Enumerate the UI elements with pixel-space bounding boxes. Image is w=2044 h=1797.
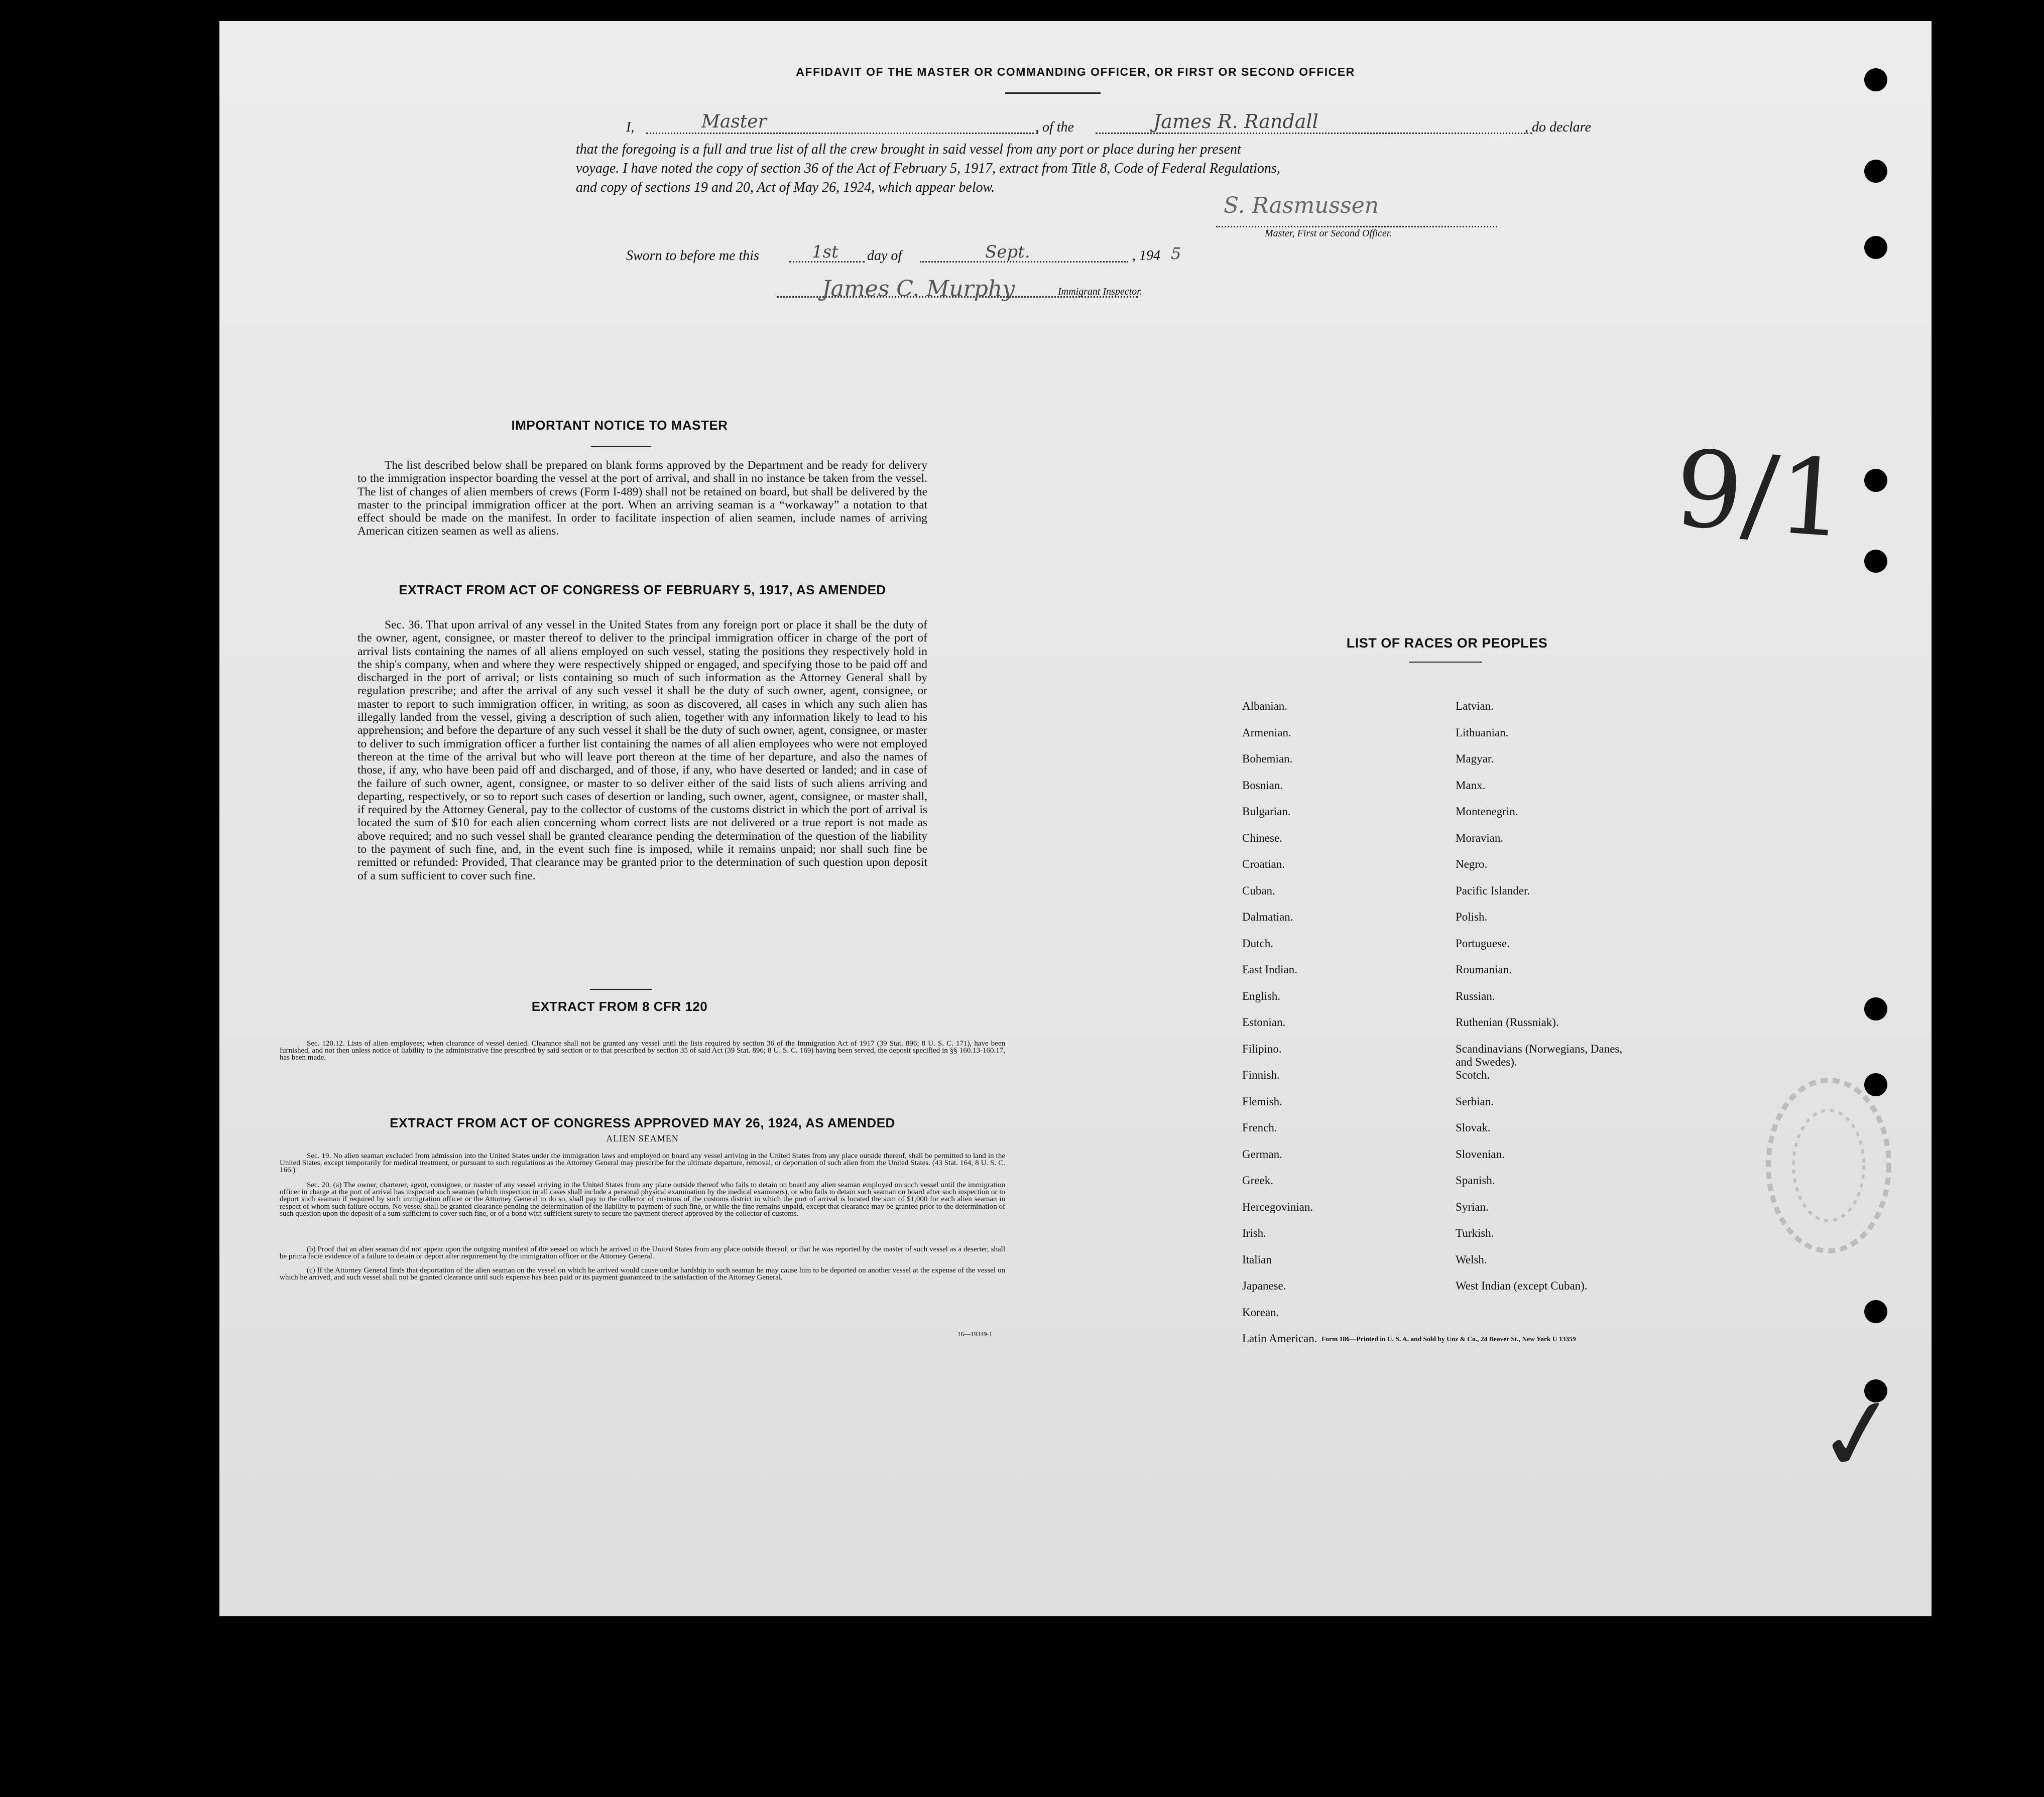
race-item: Polish. [1456, 911, 1488, 923]
page-number-mark: 9/1 [1671, 427, 1850, 562]
race-item: Bohemian. [1242, 752, 1293, 765]
race-item: Welsh. [1456, 1253, 1487, 1266]
sworn-month: Sept. [985, 242, 1030, 262]
cfr-rule [590, 989, 652, 990]
race-item: Turkish. [1456, 1227, 1494, 1239]
punch-hole [1864, 550, 1887, 573]
race-item: Italian [1242, 1253, 1272, 1266]
punch-hole [1864, 997, 1887, 1020]
race-item: Portuguese. [1456, 937, 1510, 950]
punch-hole [1864, 469, 1887, 492]
extract-cfr-body: Sec. 120.12. Lists of alien employees; when clearance of vessel denied. Clearance shall not be granted any vessel until the lists required by section 36 of the Immigration Act of 1917 (39 Stat. 896; 8 U. S. C. 171), have been furnished, and not then unless notice of liability to the administrative fine prescribed by said section or to that prescribed by section 35 of said Act (39 Stat. 896; 8 U. S. C. 169) having been served, the deposit specified in §§ 160.13-160.17, has been made. [280, 1040, 1005, 1062]
affidavit-line-4: and copy of sections 19 and 20, Act of May 26, 1924, which appear below. [576, 180, 995, 195]
race-item: Bulgarian. [1242, 805, 1291, 818]
race-item: Dutch. [1242, 937, 1273, 950]
race-item: Greek. [1242, 1174, 1273, 1187]
vessel-handwritten: James R. Randall [1153, 110, 1318, 133]
extract-1917-title: EXTRACT FROM ACT OF CONGRESS OF FEBRUARY 5, 1917, AS AMENDED [399, 582, 886, 597]
race-item: German. [1242, 1147, 1282, 1161]
inspector-label: Immigrant Inspector. [1058, 286, 1142, 297]
race-item: Japanese. [1242, 1279, 1286, 1292]
punch-hole [1864, 1300, 1887, 1323]
notice-title: IMPORTANT NOTICE TO MASTER [511, 418, 728, 433]
race-item: Russian. [1456, 989, 1495, 1002]
title-rule [1005, 92, 1101, 94]
race-item: Syrian. [1456, 1200, 1489, 1213]
race-item: Estonian. [1242, 1016, 1286, 1029]
race-item: Slovenian. [1456, 1147, 1505, 1161]
year-suffix: 5 [1171, 244, 1181, 263]
race-item: English. [1242, 989, 1281, 1002]
race-item: Dalmatian. [1242, 911, 1293, 923]
sworn-day: 1st [812, 242, 838, 262]
affidavit-do-declare: , do declare [1525, 119, 1591, 135]
signature-label: Master, First or Second Officer. [1265, 228, 1392, 239]
sec-20b: (b) Proof that an alien seaman did not appear upon the outgoing manifest of the vessel on which he arrived in the United States from any place outside thereof, or that he was reported by the master of such vessel as a deserter, shall be prima facie evidence of a failure to detain or deport after requirement by the immigration officer or the Attorney General. [280, 1245, 1005, 1261]
sec-20a: Sec. 20. (a) The owner, charterer, agent, consignee, or master of any vessel arriving in the United States from any place outside thereof who fails to detain on board any alien seaman employed on such vessel until the immigration officer in charge at the port of arrival has inspected such seaman (which inspection in all cases shall include a personal physical examination by the medical examiners), or who fails to detain such seaman on board after such inspection or to deport such seaman if required by such immigration officer or the Attorney General to do so, shall pay to the collector of customs of the customs district in which the port of arrival is located the sum of $1,000 for each alien seaman in respect of whom such failure occurs. No vessel shall be granted clearance pending the determination of the liability to payment of such fine, or while the fine remains unpaid, except that clearance may be granted prior to the determination of such question upon the deposit of a sum sufficient to cover such fine, or of a bond with sufficient surety to secure the payment thereof approved by the collector of customs. [280, 1181, 1005, 1218]
race-item: Irish. [1242, 1227, 1266, 1239]
race-item: Roumanian. [1456, 963, 1512, 976]
notice-rule [591, 446, 651, 447]
race-item: Ruthenian (Russniak). [1456, 1016, 1559, 1029]
race-item: Scandinavians (Norwegians, Danes, and Swedes). [1456, 1042, 1623, 1068]
race-item: Manx. [1456, 779, 1486, 792]
affidavit-of-the: , of the [1035, 119, 1074, 135]
inspector-signature: James C. Murphy [822, 276, 1015, 302]
form-code: 16—19349-1 [957, 1330, 993, 1338]
officer-handwritten: Master [701, 111, 767, 132]
race-item: Slovak. [1456, 1121, 1491, 1134]
sworn-day-of: day of [867, 248, 902, 264]
race-item: Chinese. [1242, 831, 1282, 844]
notice-body: The list described below shall be prepared on blank forms approved by the Department and be ready for delivery to the immigration inspector boarding the vessel at the port of arrival, and shall in no instance be taken from the vessel. The list of changes of alien members of crews (Form I-489) shall not be retained on board, but shall be delivered by the master to the principal immigration officer at the port. When an arriving seaman is a “workaway” a notation to that effect should be made on the manifest. In order to facilitate inspection of alien seamen, include names of arriving American citizen seamen as well as aliens. [357, 459, 927, 538]
race-item: Lithuanian. [1456, 726, 1509, 739]
master-signature: S. Rasmussen [1224, 193, 1379, 218]
race-item: Spanish. [1456, 1174, 1495, 1187]
race-item: East Indian. [1242, 963, 1297, 976]
sworn-prefix: Sworn to before me this [626, 248, 759, 264]
faint-stamp [1756, 1070, 1901, 1261]
race-item: Montenegrin. [1456, 805, 1518, 818]
race-item: Scotch. [1456, 1069, 1490, 1081]
sec-19: Sec. 19. No alien seaman excluded from admission into the United States under the immigration laws and employed on board any vessel arriving in the United States from any place outside thereof, shall be permitted to land in the United States, except temporarily for medical treatment, or pursuant to such regulations as the Attorney General may prescribe for the ultimate departure, removal, or deportation of such alien from the United States. (43 Stat. 164, 8 U. S. C. 166.) [280, 1152, 1005, 1175]
race-item: Latin American. [1242, 1332, 1317, 1345]
affidavit-pronoun: I, [626, 119, 635, 135]
manifest-page [219, 21, 1932, 1616]
races-title: LIST OF RACES OR PEOPLES [1346, 635, 1548, 651]
affidavit-line-3: voyage. I have noted the copy of section 36 of the Act of February 5, 1917, extract from Title 8, Code of Federal Regulations, [576, 161, 1280, 176]
officer-blank [646, 133, 1038, 134]
vessel-blank [1096, 133, 1532, 134]
affidavit-title: AFFIDAVIT OF THE MASTER OR COMMANDING OFFICER, OR FIRST OR SECOND OFFICER [796, 65, 1355, 78]
extract-1917-body: Sec. 36. That upon arrival of any vessel in the United States from any foreign port or place it shall be the duty of the owner, agent, consignee, or master thereof to deliver to the principal immigration officer in charge of the port of arrival lists containing the names of all aliens employed on such vessel, stating the positions they respectively hold in the ship's company, when and where they were respectively shipped or engaged, and specifying those to be paid off and discharged in the port of arrival; or lists containing so much of such information as the Attorney General shall by regulation prescribe; and after the arrival of any such vessel it shall be the duty of such owner, agent, consignee, or master to report to such immigration officer, in writing, as soon as discovered, all cases in which any such alien has illegally landed from the vessel, giving a description of such alien, together with any information likely to lead to his apprehension; and before the departure of any such vessel it shall be the duty of such owner, agent, consignee, or master to deliver to such immigration officer a further list containing the names of all alien employees who were not employed thereon at the time of the arrival but who will leave port thereon at the time of her departure, and also the names of those, if any, who have been paid off and discharged, and of those, if any, who have deserted or landed; and in case of the failure of such owner, agent, consignee, or master to so deliver either of the said lists of such aliens arriving and departing, respectively, or so to report such cases of desertion or landing, such owner, agent, consignee, or master shall, if required by the Attorney General, pay to the collector of customs of the customs district in which the port of arrival is located the sum of $10 for each alien concerning whom correct lists are not delivered or a true report is not made as above required; and no such vessel shall be granted clearance pending the determination of the question of the liability to the payment of such fine, and, in the event such fine is imposed, while it remains unpaid; nor shall such fine be remitted or refunded: Provided, That clearance may be granted prior to the determination of such question upon deposit of a sum sufficient to cover such fine. [357, 618, 927, 882]
form-printer-note: Form 186—Printed in U. S. A. and Sold by Unz & Co., 24 Beaver St., New York U 13359 [1321, 1335, 1576, 1343]
race-item: Flemish. [1242, 1095, 1282, 1108]
race-item: Bosnian. [1242, 779, 1283, 792]
race-item: Filipino. [1242, 1042, 1282, 1055]
race-item: Pacific Islander. [1456, 884, 1530, 897]
race-item: Armenian. [1242, 726, 1291, 739]
check-mark: ✓ [1808, 1371, 1908, 1499]
race-item: West Indian (except Cuban). [1456, 1279, 1588, 1292]
race-item: Croatian. [1242, 858, 1285, 870]
race-item: Albanian. [1242, 700, 1288, 712]
affidavit-line-2: that the foregoing is a full and true list of all the crew brought in said vessel from any port or place during her present [576, 142, 1241, 157]
race-item: French. [1242, 1121, 1277, 1134]
race-item: Hercegovinian. [1242, 1200, 1313, 1213]
extract-1924-title: EXTRACT FROM ACT OF CONGRESS APPROVED MAY 26, 1924, AS AMENDED [390, 1115, 895, 1130]
sec-20c: (c) If the Attorney General finds that deportation of the alien seaman on the vessel on which he arrived would cause undue hardship to such seaman he may cause him to be deported on another vessel at the expense of the vessel on which he arrived, and such vessel shall not be granted clearance until such expense has been paid or its payment guaranteed to the satisfaction of the Attorney General. [280, 1266, 1005, 1282]
punch-hole [1864, 160, 1887, 183]
race-item: Serbian. [1456, 1095, 1494, 1108]
race-item: Korean. [1242, 1306, 1279, 1319]
extract-1924-subtitle: ALIEN SEAMEN [606, 1133, 679, 1143]
race-item: Moravian. [1456, 831, 1504, 844]
race-item: Magyar. [1456, 752, 1494, 765]
race-item: Finnish. [1242, 1069, 1280, 1081]
year-prefix: , 194 [1132, 248, 1160, 264]
race-item: Latvian. [1456, 700, 1494, 712]
race-item: Negro. [1456, 858, 1488, 870]
signature-blank [1216, 226, 1497, 227]
race-item: Cuban. [1242, 884, 1275, 897]
extract-cfr-title: EXTRACT FROM 8 CFR 120 [531, 999, 708, 1014]
races-rule [1409, 662, 1482, 663]
punch-hole [1864, 236, 1887, 259]
